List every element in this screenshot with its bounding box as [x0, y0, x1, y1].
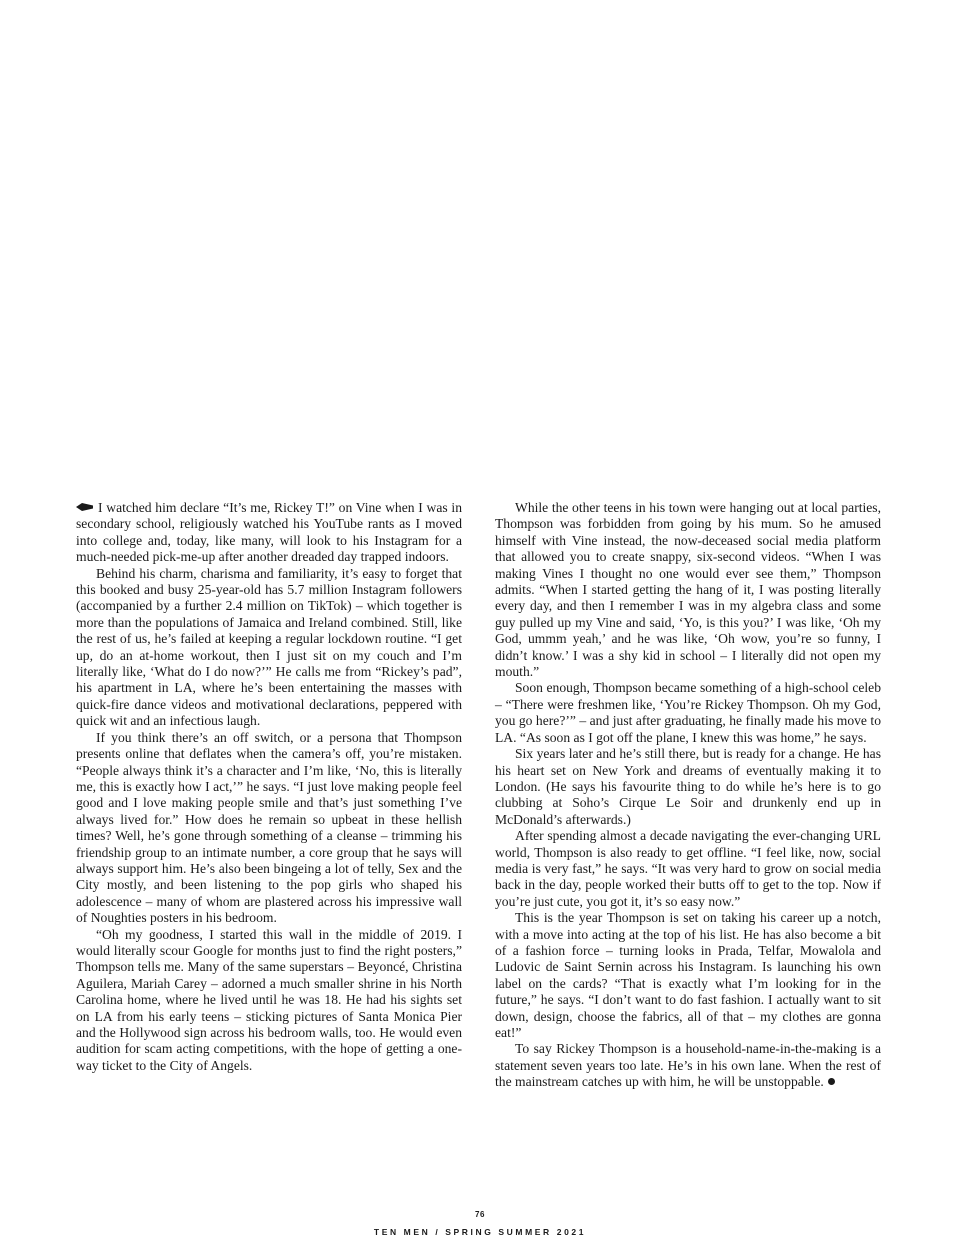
- article-left-column: [76, 500, 462, 1074]
- article-paragraph-6: Soon enough, Thompson became something of a high-school celeb – “There were freshmen like, ‘You’re Rickey Thompson. Oh my God, you go here?’” – and just after graduating, he finally made his move to LA. “As soon as I got off the plane, I knew this was home,” he says.: [495, 680, 881, 745]
- paragraph-text: To say Rickey Thompson is a household-name-in-the-making is a statement seven years too late. He’s in his own lane. When the rest of the mainstream catches up with him, he will be unstoppable.: [495, 1041, 881, 1090]
- article-paragraph-1: [76, 500, 462, 566]
- end-bullet-icon: [828, 1078, 835, 1085]
- arrow-bullet-icon: [76, 503, 94, 511]
- paragraph-text: I watched him declare “It’s me, Rickey T!” on Vine when I was in secondary school, religiously watched his YouTube rants as I moved into college and, today, like many, will look to his Instagram for a much-needed pick-me-up after another dreaded day trapped indoors.: [76, 500, 462, 565]
- article-paragraph-8: After spending almost a decade navigating the ever-changing URL world, Thompson is also ready to get offline. “I feel like, now, social media is very fast,” he says. “It was very hard to grow on social media back in the day, people worked their butts off to get to the top. Now if you’re just cute, you got it, it’s so easy now.”: [495, 828, 881, 909]
- article-right-column: [495, 500, 881, 1091]
- article-paragraph-9: This is the year Thompson is set on taking his career up a notch, with a move into acting at the top of his list. He has also become a bit of a fashion force – turning looks in Prada, Telfar, Mowalola and Ludovic de Saint Sernin across his Instagram. Is launching his own label on the cards? “That is exactly what I’m looking for in the future,” he says. “I don’t want to do fast fashion. I actually want to sit down, design, choose the fabrics, all of that – my clothes are gonna eat!”: [495, 910, 881, 1040]
- article-paragraph-4: “Oh my goodness, I started this wall in the middle of 2019. I would literally scour Google for months just to find the right posters,” Thompson tells me. Many of the same superstars – Beyoncé, Christina Aguilera, Mariah Carey – adorned a much smaller shrine in his North Carolina home, where he lived until he was 18. He had his sights set on LA from his early teens – sticking pictures of Santa Monica Pier and the Hollywood sign across his bedroom walls, too. He would even audition for scam acting competitions, with the hope of getting a one-way ticket to the City of Angels.: [76, 926, 462, 1073]
- page-number: 76: [475, 1210, 485, 1219]
- article-paragraph-7: Six years later and he’s still there, but is ready for a change. He has his heart set on New York and dreams of eventually making it to London. (He says his favourite thing to do while he’s here is to go clubbing at Soho’s Cirque Le Soir and drunkenly end up in McDonald’s afterwards.): [495, 746, 881, 827]
- article-paragraph-10: [495, 1041, 881, 1090]
- magazine-footer: TEN MEN / SPRING SUMMER 2021: [373, 1227, 587, 1237]
- article-paragraph-2: Behind his charm, charisma and familiarity, it’s easy to forget that this booked and busy 25-year-old has 5.7 million Instagram followers (accompanied by a further 2.4 million on TikTok) – which together is more than the populations of Jamaica and Ireland combined. Still, like the rest of us, he’s failed at keeping a regular lockdown routine. “I get up, do an at-home workout, then I just sit on my couch and I’m literally like, ‘What do I do now?’” He calls me from “Rickey’s pad”, his apartment in LA, where he’s been entertaining the masses with quick-fire dance videos and motivational declarations, peppered with quick wit and an infectious laugh.: [76, 565, 462, 729]
- article-paragraph-3: If you think there’s an off switch, or a persona that Thompson presents online that deflates when the camera’s off, you’re mistaken. “People always think it’s a character and I’m like, ‘No, this is literally me, this is exactly how I act,’” he says. “I just love making people feel good and I love making people smile and that’s just something I’ve always lived for.” How does he remain so upbeat in these hellish times? Well, he’s gone through something of a cleanse – trimming his friendship group to an intimate number, a core group that he says will always support him. He’s also been bingeing a lot of telly, Sex and the City mostly, and been listening to the pop girls who shaped his adolescence – many of whom are plastered across his impressive wall of Noughties posters in his bedroom.: [76, 729, 462, 926]
- article-paragraph-5: While the other teens in his town were hanging out at local parties, Thompson was forbidden from going by his mum. So he amused himself with Vine instead, the now-deceased social media platform that allowed you to create snappy, six-second videos. “When I was making Vines I thought no one would ever see them,” Thompson admits. “When I started getting the hang of it, I was posting literally every day, and then I remember I was in my algebra class and some guy pulled up my Vine and said, ‘Yo, is this you?’ I was like, ‘Oh my God, ummm yeah,’ and he was like, ‘Oh wow, you’re so funny, I didn’t know.’ I was a shy kid in school – I literally did not open my mouth.”: [495, 500, 881, 680]
